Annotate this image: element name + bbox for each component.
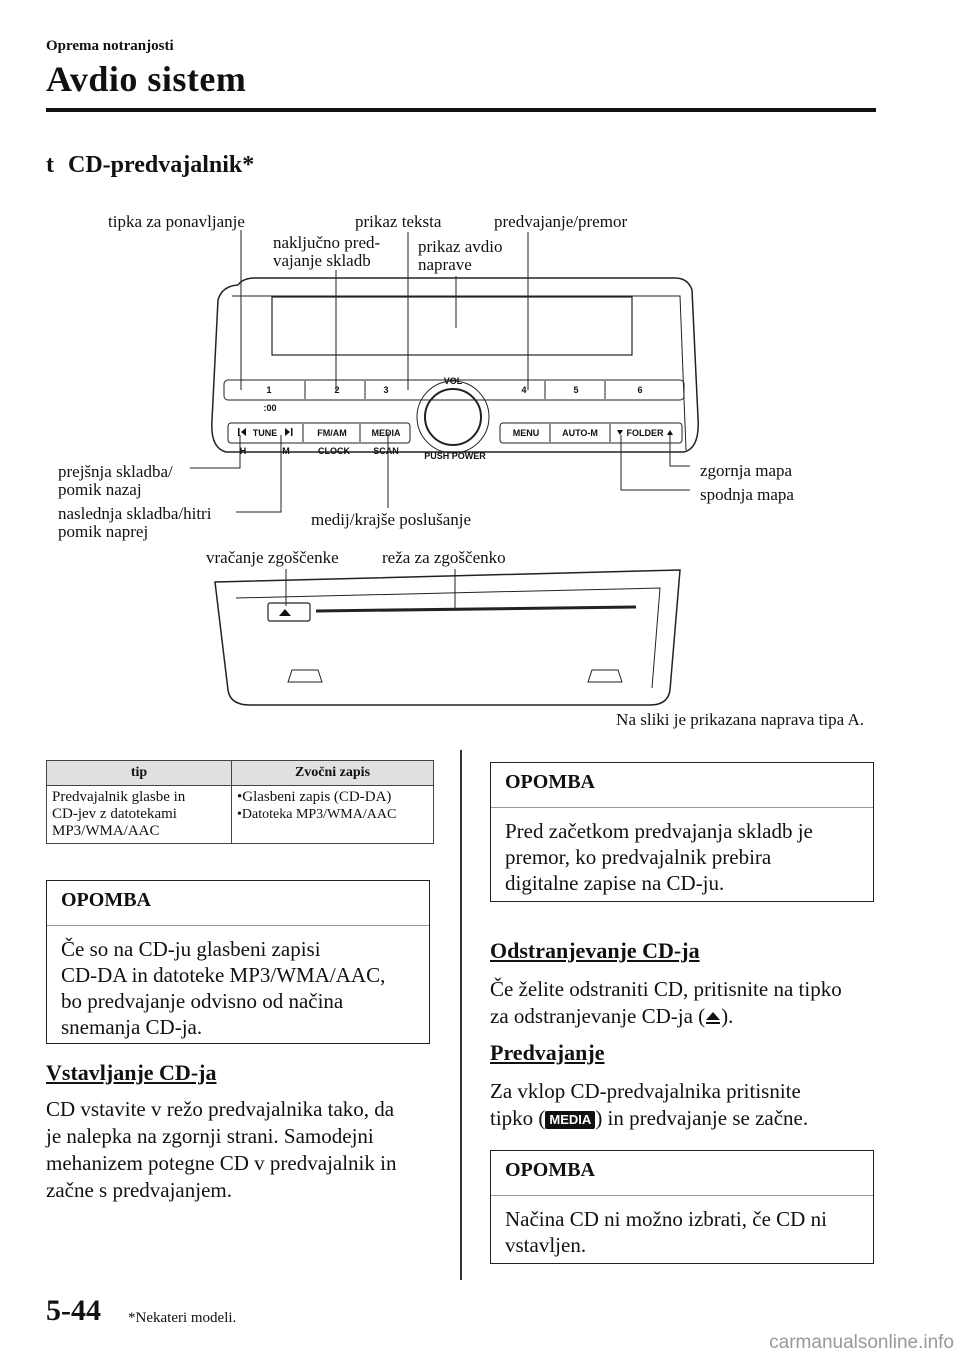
para-line: Za vklop CD-predvajalnika pritisnite xyxy=(490,1079,801,1103)
media-button-icon: MEDIA xyxy=(545,1111,595,1129)
label-repeat: tipka za ponavljanje xyxy=(108,212,245,231)
note-box-3 xyxy=(490,1150,874,1264)
media-label: MEDIA xyxy=(371,428,401,438)
folder-label: FOLDER xyxy=(626,428,664,438)
type-line: CD-jev z datotekami xyxy=(52,806,177,822)
note-line: bo predvajanje odvisno od načina xyxy=(61,989,344,1013)
page-number: 5-44 xyxy=(46,1294,101,1327)
chapter-subtitle: Oprema notranjosti xyxy=(46,38,174,54)
play-heading: Predvajanje xyxy=(490,1040,605,1065)
diagram-caption: Na sliki je prikazana naprava tipa A. xyxy=(616,710,864,729)
head-unit-inner-edge xyxy=(232,296,686,450)
note-box-1 xyxy=(46,880,430,1044)
volume-knob-ring xyxy=(417,381,489,453)
watermark: carmanualsonline.info xyxy=(769,1332,954,1353)
menu-label: MENU xyxy=(512,428,540,438)
label-media-scan: medij/krajše poslušanje xyxy=(311,510,472,529)
para-line: je nalepka na zgornji strani. Samodejni xyxy=(46,1124,374,1148)
footnote: *Nekateri modeli. xyxy=(128,1310,237,1326)
para-text: ) in predvajanje se začne. xyxy=(595,1106,809,1130)
label-audio-display-2: naprave xyxy=(418,255,472,274)
note-line: digitalne zapise na CD-ju. xyxy=(505,871,725,895)
note-body xyxy=(491,808,873,906)
para-line: mehanizem potegne CD v predvajalnik in xyxy=(46,1151,397,1175)
scan-label: SCAN xyxy=(373,446,399,456)
section-marker: t xyxy=(46,152,54,178)
label-text-display: prikaz teksta xyxy=(355,212,442,231)
folder-down-icon xyxy=(617,430,623,435)
para-line: začne s predvajanjem. xyxy=(46,1178,232,1202)
insert-paragraph xyxy=(46,1096,396,1204)
note-heading: OPOMBA xyxy=(491,763,873,808)
para-text: za odstranjevanje CD-ja ( xyxy=(490,1004,706,1028)
column-divider xyxy=(460,750,462,1280)
label-prev-2: pomik nazaj xyxy=(58,480,142,499)
format-table xyxy=(46,760,434,844)
m-label: M xyxy=(282,446,290,456)
preset-6-label: 6 xyxy=(637,385,643,395)
note-line: Načina CD ni možno izbrati, če CD ni xyxy=(505,1207,827,1231)
para-line: CD vstavite v režo predvajalnika tako, da xyxy=(46,1097,395,1121)
label-folder-down: spodnja mapa xyxy=(700,485,794,504)
note-body xyxy=(491,1196,873,1268)
para-text: ). xyxy=(721,1004,734,1028)
note-line: vstavljen. xyxy=(505,1233,587,1257)
note-body xyxy=(47,926,429,1050)
h-label: H xyxy=(239,446,247,456)
fmam-label: FM/AM xyxy=(317,428,347,438)
eject-icon xyxy=(705,1010,721,1026)
table-header-row xyxy=(47,761,434,786)
para-line xyxy=(490,1003,842,1030)
vol-label: VOL xyxy=(443,376,463,386)
clock-label: CLOCK xyxy=(318,446,350,456)
remove-paragraph xyxy=(490,976,842,1030)
note-line: Pred začetkom predvajanja skladb je xyxy=(505,819,813,843)
note-line: Če so na CD-ju glasbeni zapisi xyxy=(61,937,321,961)
tune-label: TUNE xyxy=(252,428,278,438)
note-box-2 xyxy=(490,762,874,902)
label-random-1: naključno pred- xyxy=(273,233,381,252)
remove-heading: Odstranjevanje CD-ja xyxy=(490,938,700,963)
eject-button-shape xyxy=(268,603,310,621)
format-item: • Datoteka MP3/WMA/AAC xyxy=(237,806,428,823)
prev-track-icon xyxy=(241,428,246,436)
note-heading: OPOMBA xyxy=(47,881,429,926)
table-header-type: tip xyxy=(47,761,232,786)
preset-2-label: 2 xyxy=(334,385,340,395)
label-slot: reža za zgoščenko xyxy=(382,548,506,567)
play-paragraph xyxy=(490,1078,808,1132)
note-heading: OPOMBA xyxy=(491,1151,873,1196)
label-prev-1: prejšnja skladba/ xyxy=(58,462,173,481)
volume-knob xyxy=(425,389,481,445)
label-random-2: vajanje skladb xyxy=(273,251,371,270)
label-play-pause: predvajanje/premor xyxy=(494,212,628,231)
table-row xyxy=(47,786,434,844)
para-line: Če želite odstraniti CD, pritisnite na tipko xyxy=(490,977,842,1001)
insert-heading: Vstavljanje CD-ja xyxy=(46,1060,217,1085)
format-item: • Glasbeni zapis (CD-DA) xyxy=(237,789,428,806)
note-line: premor, ko predvajalnik prebira xyxy=(505,845,772,869)
label-eject: vračanje zgoščenke xyxy=(206,548,339,567)
label-next-1: naslednja skladba/hitri xyxy=(58,504,212,523)
para-text: tipko ( xyxy=(490,1106,546,1130)
preset-5-label: 5 xyxy=(573,385,579,395)
next-track-icon xyxy=(285,428,290,436)
para-line xyxy=(490,1105,808,1132)
push-power-label: PUSH POWER xyxy=(424,451,486,461)
table-cell-type xyxy=(47,786,232,844)
label-folder-up: zgornja mapa xyxy=(700,461,793,480)
head-unit-outline xyxy=(212,278,698,452)
cd-unit-outline xyxy=(215,570,680,705)
time-label: :00 xyxy=(263,403,277,413)
preset-3-label: 3 xyxy=(383,385,389,395)
note-line: CD-DA in datoteke MP3/WMA/AAC, xyxy=(61,963,386,987)
type-line: MP3/WMA/AAC xyxy=(52,823,160,839)
type-line: Predvajalnik glasbe in xyxy=(52,789,186,805)
preset-1-label: 1 xyxy=(266,385,272,395)
page-title: Avdio sistem xyxy=(46,59,247,99)
note-line: snemanja CD-ja. xyxy=(61,1015,203,1039)
folder-up-icon xyxy=(667,430,673,435)
label-next-2: pomik naprej xyxy=(58,522,149,541)
table-header-format: Zvočni zapis xyxy=(232,761,434,786)
eject-icon xyxy=(279,609,291,616)
cd-slot-shape xyxy=(316,607,636,611)
section-title-text: CD-predvajalnik* xyxy=(68,152,255,178)
label-audio-display-1: prikaz avdio xyxy=(418,237,503,256)
autom-label: AUTO-M xyxy=(562,428,598,438)
table-cell-format xyxy=(232,786,434,844)
display-window xyxy=(272,297,632,355)
preset-4-label: 4 xyxy=(521,385,527,395)
